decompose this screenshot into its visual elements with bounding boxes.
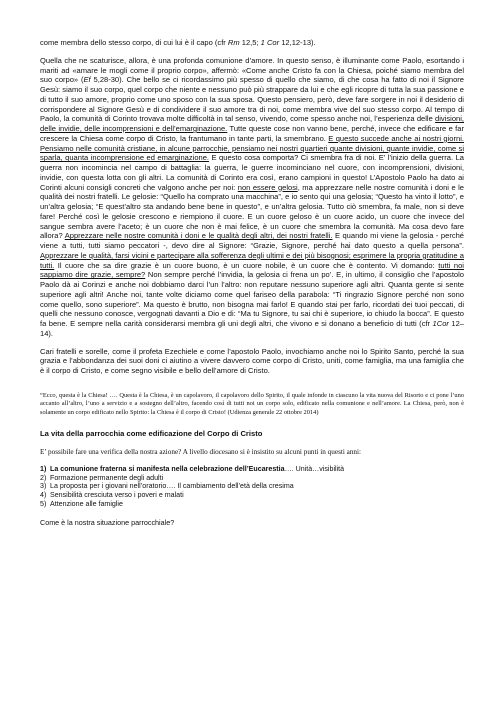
section-heading: La vita della parrocchia come edificazione del Corpo di Cristo [40, 428, 263, 438]
paragraph-closing: Cari fratelli e sorelle, come il profeta Ezechiele e come l’apostolo Paolo, invochiamo anche noi lo Spirito Santo, perché la sua grazia e l’abbondanza dei suoi doni ci aiutino a vivere davvero come corpo di Cristo, uniti, come famiglia, ma una famiglia che è il corpo di Cristo, e come segno visibile e bello dell’amore di Cristo. [40, 346, 464, 375]
text-run: 5,28-30). Che bello se ci ricordassimo più spesso di quello che siamo, di che cosa ha fatto di noi il Signore Gesù: siamo il suo corpo, quel corpo che niente e nessuno può più strappare da lui e che egli ricopre di tutta la sua passione e di tutto il suo amore, proprio come uno sposo con la sua sposa. Questo pensiero, però, deve fare sorgere in noi il desiderio di corrispondere al Signore Gesù e di condividere il suo amore tra di noi, come membra vive del suo stesso corpo. Al tempo di Paolo, la comunità di Corinto trovava molte difficoltà in tal senso, vivendo, come spesso anche noi, l’esperienza delle [40, 75, 464, 124]
underlined-text: E questo succede anche ai nostri giorni. Pensiamo nelle comunità cristiane, in alcune parrocchie, pensiamo nei nostri quartieri quante divisioni, quante invidie, come si sparla, quanta incomprensione ed emarginazione. [40, 133, 464, 163]
text-run: 12–14). [40, 319, 464, 338]
text-run: Il cuore che sa dire grazie è un cuore buono, è un cuore nobile, è un cuore che è contento. Vi domando: [54, 260, 439, 270]
text-run: Non sempre perché l’invidia, la gelosia ci frena un po’. E, in ultimo, il consiglio che l’apostolo Paolo dà ai Corinzi e anche noi dobbiamo darci l’un l’altro: non reputare nessuno superiore agli altri. Quanta gente si sente superiore agli altri! Anche noi, tante volte diciamo come quel fariseo della parabola: “Ti ringrazio Signore perché non sono come quello, sono superiore”. Ma questo è brutto, non bisogna mai farlo! E quando stai per farlo, ricordati dei tuoi peccati, di quelli che nessuno conosce, vergognati davanti a Dio e di: “Ma tu Signore, tu sai chi è superiore, io chiudo la bocca”. E questo fa bene. E sempre nella carità considerarsi membra gli uni degli altri, che vivono e si donano a beneficio di tutti (cfr [40, 270, 464, 328]
bible-reference: 1Cor [432, 319, 449, 328]
list-item: 5) Attenzione alle famiglie [40, 499, 123, 508]
text-run: E quando mi viene la gelosia - perché viene a tutti, tutti siamo peccatori -, devo dire al Signore: “Grazie, Signore, perché hai dato questo a quella persona”. [40, 231, 464, 250]
closing-question: Come è la nostra situazione parrocchiale? [40, 518, 175, 528]
list-item: 2) Formazione permanente degli adulti [40, 473, 164, 482]
bible-reference: 1 Cor [260, 38, 280, 47]
list-item: 4) Sensibilità cresciuta verso i poveri e malati [40, 490, 184, 499]
list-item: 1) La comunione fraterna si manifesta nella celebrazione dell’Eucarestia…. Unità…visibilità [40, 465, 345, 474]
underlined-text: Apprezzare le qualità, farsi vicini e partecipare alla sofferenza degli ultimi e dei più bisognosi; esprimere la propria gratitudine a tutti. [40, 250, 464, 270]
paragraph-continuation [40, 38, 464, 48]
bible-reference: Rm [227, 38, 240, 47]
text-run: Quella che ne scaturisce, allora, è una profonda comunione d’amore. In questo senso, è illuminante come Paolo, esortando i mariti ad «amare le mogli come il proprio corpo», affermò: «Come anche Cristo fa con la Chiesa, poiché siamo membra del suo corpo» ( [40, 55, 464, 85]
list-item: 3) La proposta per i giovani nell’oratorio…. Il cambiamento dell’età della cresima [40, 482, 294, 491]
underlined-text: divisioni, delle invidie, delle incomprensioni e dell’emarginazione. [40, 114, 464, 133]
underlined-text: Apprezzare nelle nostre comunità i doni e le qualità degli altri, dei nostri fratelli. [64, 231, 333, 241]
bible-reference: Ef [83, 75, 91, 85]
underlined-text: non essere gelosi [237, 182, 298, 192]
pope-quote: “Ecco, questa è la Chiesa! …. Questa è la Chiesa, è un capolavoro, il capolavoro dello Spirito, il quale infonde in ciascuno la vita nuova del Risorto e ci pone l’uno accanto all’altro, l’uno a servizio e a sostegno dell’altro, facendo così di tutti noi un corpo solo, edificato nella comunione e nell’amore. La Chiesa, però, non è solamente un corpo edificato nello Spirito: la Chiesa è il corpo di Cristo! (Udienza generale 22 ottobre 2014) [40, 391, 464, 416]
underlined-text: tutti noi sappiamo dire grazie, sempre? [40, 260, 464, 280]
text-run: E questo cosa comporta? Ci smembra fra di noi. E’ l’inizio della guerra. La guerra non incomincia nel campo di battaglia: la guerra, le guerre incominciano nel cuore, con incomprensioni, divisioni, invidie, con questa lotta con gli altri. La comunità di Corinto era così, erano campioni in questo! L’Apostolo Paolo ha dato ai Corinti alcuni consigli concreti che valgono anche per noi: [40, 153, 464, 192]
section-intro: E’ possibile fare una verifica della nostra azione? A livello diocesano si è insistito su alcuni punti in questi anni: [40, 447, 362, 456]
verification-list [40, 465, 464, 508]
text-run: 12,5; [239, 38, 261, 47]
text-run: 12,12-13). [279, 38, 316, 47]
text-run: Tutte queste cose non vanno bene, perché, invece che edificare e far crescere la Chiesa come corpo di Cristo, la frantumano in tante parti, la smembrano. [40, 124, 464, 143]
text-run: , ma apprezzare nelle nostre comunità i doni e le qualità dei nostri fratelli. Le gelosie: “Quello ha comprato una macchina”, e io sento qui una gelosia; “Questo ha vinto il lotto”, e un’altra gelosia; “E quest’altro sta andando bene bene in questo”, e un’altra gelosia. Tutto ciò smembra, fa male, non si deve fare! Perché così le gelosie crescono e riempiono il cuore. E un cuore geloso è un cuore acido, un cuore che invece del sangue sembra avere l’aceto; è un cuore che non è mai felice, è un cuore che smembra la comunità. Ma cosa devo fare allora? [40, 182, 465, 241]
text-run: come membra dello stesso corpo, di cui lui è il capo (cfr [40, 38, 228, 47]
paragraph-main [40, 56, 464, 339]
